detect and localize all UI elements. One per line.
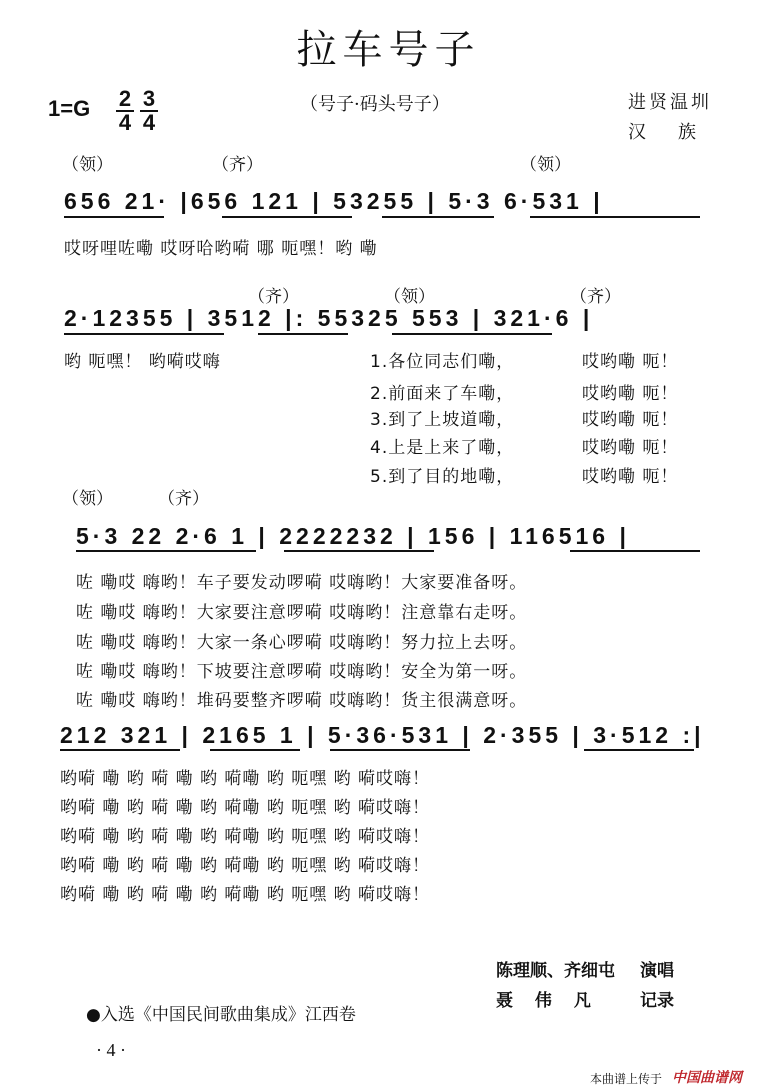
verse-4-b: 哎哟嘞 呃！ — [582, 438, 679, 458]
verse-3-b: 哎哟嘞 呃！ — [582, 410, 679, 430]
verse-line: 咗 嘞哎 嗨哟！车子要发动啰嗬 哎嗨哟！大家要准备呀。 — [76, 573, 528, 593]
beam-line — [64, 216, 164, 218]
collection-note: ●入选《中国民间歌曲集成》江西卷 — [86, 1005, 356, 1025]
beam-line — [382, 216, 494, 218]
mark-all: （齐） — [570, 287, 621, 307]
time-signature-1 — [116, 88, 134, 134]
beam-line — [284, 550, 434, 552]
verse-line: 咗 嘞哎 嗨哟！大家要注意啰嗬 哎嗨哟！注意靠右走呀。 — [76, 603, 528, 623]
beam-line — [258, 333, 348, 335]
mark-all: （齐） — [212, 155, 263, 175]
beam-line — [210, 749, 300, 751]
region-label: 进贤温圳 — [628, 92, 712, 113]
beam-line — [392, 333, 552, 335]
time-sig-1-top: 2 — [118, 86, 132, 111]
verse-line: 咗 嘞哎 嗨哟！堆码要整齐啰嗬 哎嗨哟！货主很满意呀。 — [76, 691, 528, 711]
beam-line — [76, 550, 256, 552]
mark-all: （齐） — [158, 489, 209, 509]
verse-line: 哟嗬 嘞 哟 嗬 嘞 哟 嗬嘞 哟 呃嘿 哟 嗬哎嗨！ — [60, 769, 431, 789]
lyric-line: 哟 呃嘿！ 哟嗬哎嗨 — [64, 352, 221, 372]
song-title: 拉车号子 — [296, 27, 481, 73]
singers-role: 演唱 — [640, 961, 674, 981]
verse-2-b: 哎哟嘞 呃！ — [582, 384, 679, 404]
time-signature-2 — [140, 88, 158, 134]
verse-line: 哟嗬 嘞 哟 嗬 嘞 哟 嗬嘞 哟 呃嘿 哟 嗬哎嗨！ — [60, 885, 431, 905]
beam-line — [222, 216, 352, 218]
verse-line: 哟嗬 嘞 哟 嗬 嘞 哟 嗬嘞 哟 呃嘿 哟 嗬哎嗨！ — [60, 856, 431, 876]
mark-lead: （领） — [384, 287, 435, 307]
time-sig-1-bottom: 4 — [116, 110, 134, 134]
recorder: 聂 伟 凡 — [496, 991, 599, 1011]
verse-2-a: 2.前面来了车嘞， — [370, 384, 515, 404]
mark-lead: （领） — [62, 489, 113, 509]
verse-1-b: 哎哟嘞 呃！ — [582, 352, 679, 372]
notation-line: 656 21· |656 121 | 53255 | 5·3 6·531 | — [64, 188, 604, 214]
singers: 陈理顺、齐细屯 — [496, 961, 615, 981]
beam-line — [584, 749, 694, 751]
notation-line: 2·12355 | 3512 |: 55325 553 | 321·6 | — [64, 305, 594, 331]
time-sig-2-top: 3 — [142, 86, 156, 111]
page-number: · 4 · — [96, 1040, 126, 1060]
beam-line — [60, 749, 180, 751]
verse-line: 哟嗬 嘞 哟 嗬 嘞 哟 嗬嘞 哟 呃嘿 哟 嗬哎嗨！ — [60, 798, 431, 818]
verse-5-a: 5.到了目的地嘞， — [370, 467, 515, 487]
beam-line — [64, 333, 224, 335]
verse-5-b: 哎哟嘞 呃！ — [582, 467, 679, 487]
verse-line: 咗 嘞哎 嗨哟！大家一条心啰嗬 哎嗨哟！努力拉上去呀。 — [76, 633, 528, 653]
time-sig-2-bottom: 4 — [140, 110, 158, 134]
verse-1-a: 1.各位同志们嘞， — [370, 352, 515, 372]
recorder-role: 记录 — [640, 991, 674, 1011]
beam-line — [330, 749, 470, 751]
ethnic-label: 汉族 — [628, 122, 728, 143]
notation-line: 212 321 | 2165 1 | 5·36·531 | 2·355 | 3·512 :| — [60, 722, 705, 748]
mark-lead: （领） — [520, 155, 571, 175]
verse-4-a: 4.上是上来了嘞， — [370, 438, 515, 458]
upload-label: 本曲谱上传于 — [590, 1072, 663, 1086]
song-subtitle: （号子·码头号子） — [300, 94, 450, 115]
site-logo: 中国曲谱网 — [672, 1070, 742, 1086]
mark-lead: （领） — [62, 155, 113, 175]
notation-line: 5·3 22 2·6 1 | 2222232 | 156 | 116516 | — [76, 523, 630, 549]
verse-line: 咗 嘞哎 嗨哟！下坡要注意啰嗬 哎嗨哟！安全为第一呀。 — [76, 662, 528, 682]
beam-line — [570, 550, 700, 552]
lyric-line: 哎呀哩咗嘞 哎呀哈哟嗬 哪 呃嘿！哟 嘞 — [64, 239, 378, 259]
key-signature: 1=G — [48, 96, 91, 121]
verse-line: 哟嗬 嘞 哟 嗬 嘞 哟 嗬嘞 哟 呃嘿 哟 嗬哎嗨！ — [60, 827, 431, 847]
mark-all: （齐） — [248, 287, 299, 307]
verse-3-a: 3.到了上坡道嘞， — [370, 410, 515, 430]
beam-line — [530, 216, 700, 218]
